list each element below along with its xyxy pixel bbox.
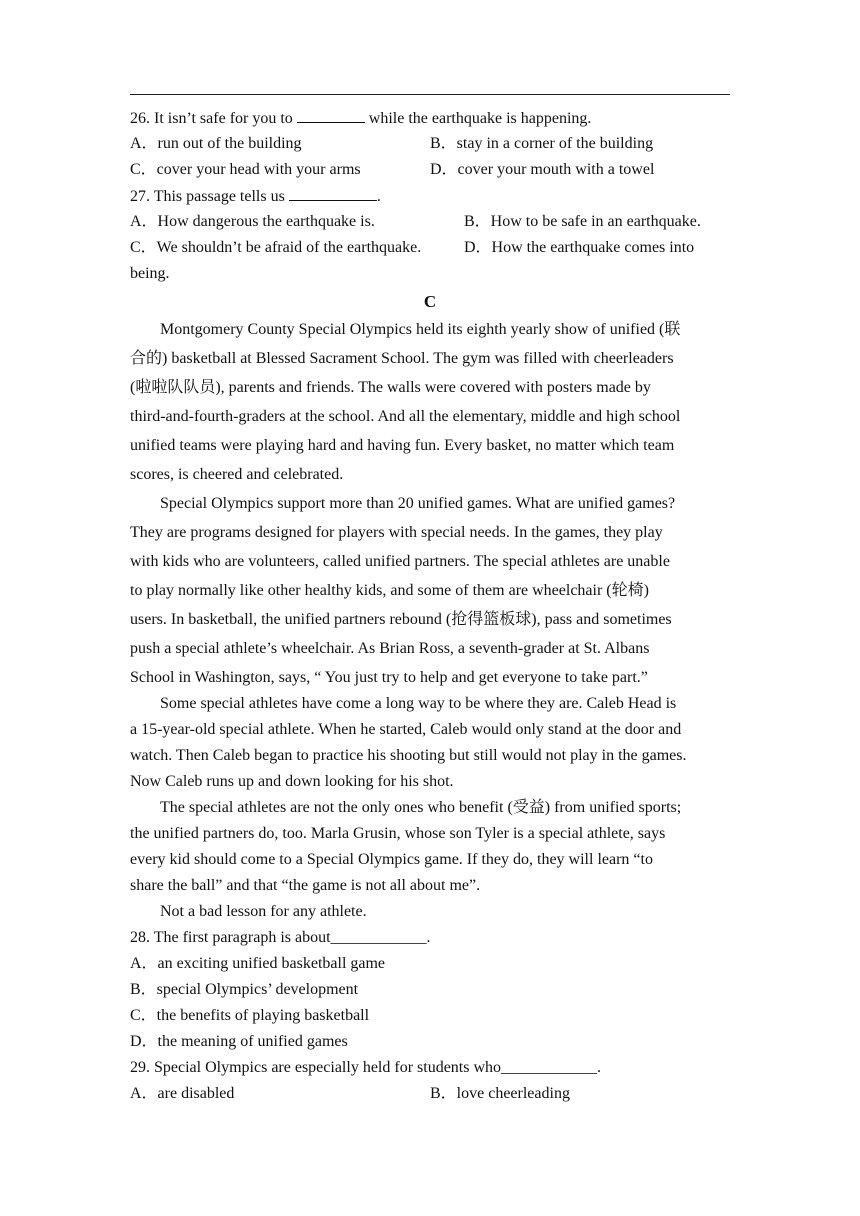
passage-line: Now Caleb runs up and down looking for his shot. — [130, 773, 454, 790]
q27-option-a: A．How dangerous the earthquake is. — [130, 213, 375, 230]
passage-line: watch. Then Caleb began to practice his shooting but still would not play in the games. — [130, 747, 687, 764]
passage-line: Some special athletes have come a long way to be where they are. Caleb Head is — [160, 695, 677, 712]
passage-line: Special Olympics support more than 20 unified games. What are unified games? — [160, 495, 676, 512]
q26-option-b: B．stay in a corner of the building — [430, 135, 654, 152]
passage-line: the unified partners do, too. Marla Grusin, whose son Tyler is a special athlete, says — [130, 825, 666, 842]
passage-line: unified teams were playing hard and having fun. Every basket, no matter which team — [130, 437, 675, 454]
q27-option-c: C．We shouldn’t be afraid of the earthquake. — [130, 239, 422, 256]
q29-stem: 29. Special Olympics are especially held for students who____________. — [130, 1059, 602, 1076]
passage-line: with kids who are volunteers, called unified partners. The special athletes are unable — [130, 553, 670, 570]
q29-option-b: B．love cheerleading — [430, 1085, 570, 1102]
passage-line: scores, is cheered and celebrated. — [130, 466, 344, 483]
q28-option-c: C．the benefits of playing basketball — [130, 1007, 370, 1024]
q26-stem — [130, 108, 591, 129]
q27-stem — [130, 186, 381, 207]
passage-paragraph-2 — [130, 489, 730, 692]
passage-line: every kid should come to a Special Olympics game. If they do, they will learn “to — [130, 851, 653, 868]
passage-line: Not a bad lesson for any athlete. — [160, 903, 367, 920]
passage-line: Montgomery County Special Olympics held its eighth yearly show of unified (联 — [160, 321, 681, 338]
q26-blank — [297, 108, 365, 123]
q27-stem-text: 27. This passage tells us — [130, 188, 289, 205]
q26-option-c: C．cover your head with your arms — [130, 161, 361, 178]
passage-paragraph-3 — [130, 691, 730, 795]
passage-paragraph-4 — [130, 795, 730, 899]
section-title: C — [423, 292, 437, 311]
passage-line: users. In basketball, the unified partners rebound (抢得篮板球), pass and sometimes — [130, 611, 672, 628]
q26-option-a: A．run out of the building — [130, 135, 302, 152]
header-rule — [130, 94, 730, 95]
passage-line: The special athletes are not the only ones who benefit (受益) from unified sports; — [160, 799, 682, 816]
q26-stem-end: while the earthquake is happening. — [364, 110, 592, 127]
passage-line: third-and-fourth-graders at the school. And all the elementary, middle and high school — [130, 408, 681, 425]
passage-line: push a special athlete’s wheelchair. As Brian Ross, a seventh-grader at St. Albans — [130, 640, 650, 657]
q27-option-b: B．How to be safe in an earthquake. — [464, 213, 701, 230]
q28-option-a: A．an exciting unified basketball game — [130, 955, 386, 972]
passage-line: School in Washington, says, “ You just try to help and get everyone to take part.” — [130, 669, 648, 686]
passage-line: share the ball” and that “the game is not all about me”. — [130, 877, 481, 894]
passage-line: They are programs designed for players with special needs. In the games, they play — [130, 524, 663, 541]
passage-paragraph-1 — [130, 315, 730, 489]
q27-stem-end: . — [376, 188, 381, 205]
q28-option-d: D．the meaning of unified games — [130, 1033, 348, 1050]
q29-option-a: A．are disabled — [130, 1085, 235, 1102]
q27-blank — [289, 186, 377, 201]
passage-paragraph-5 — [130, 899, 730, 925]
q28-option-b: B．special Olympics’ development — [130, 981, 359, 998]
passage-line: (啦啦队队员), parents and friends. The walls were covered with posters made by — [130, 379, 651, 396]
q26-option-d: D．cover your mouth with a towel — [430, 161, 655, 178]
q27-option-d-continued: being. — [130, 265, 170, 282]
q28-stem: 28. The first paragraph is about____________. — [130, 929, 431, 946]
q26-stem-text: 26. It isn’t safe for you to — [130, 110, 297, 127]
passage-line: 合的) basketball at Blessed Sacrament School. The gym was filled with cheerleaders — [130, 350, 674, 367]
passage-line: to play normally like other healthy kids, and some of them are wheelchair (轮椅) — [130, 582, 649, 599]
q27-option-d: D．How the earthquake comes into — [464, 239, 695, 256]
passage-line: a 15-year-old special athlete. When he started, Caleb would only stand at the door and — [130, 721, 682, 738]
